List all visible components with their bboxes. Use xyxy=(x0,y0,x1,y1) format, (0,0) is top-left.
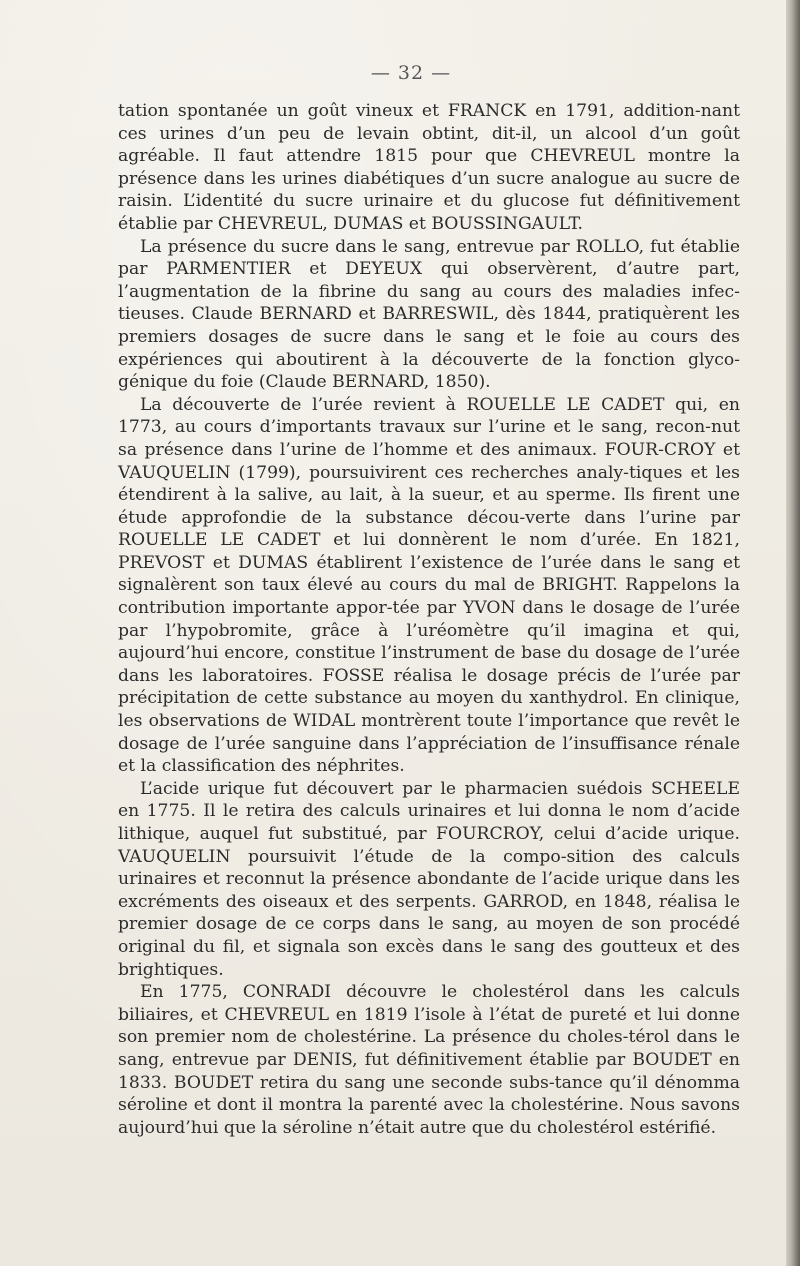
body-text xyxy=(118,100,740,1139)
page-number: — 32 — xyxy=(370,62,452,84)
paragraph-4: L’acide urique fut découvert par le pharmacien suédois SCHEELE en 1775. Il le retira des calculs urinaires et lui donna le nom d’acide lithique, auquel fut substitué, par FOURCROY, celui d’acide urique. VAUQUELIN poursuivit l’étude de la compo-sition des calculs urinaires et reconnut la présence abondante de l’acide urique dans les excréments des oiseaux et des serpents. GARROD, en 1848, réalisa le premier dosage de ce corps dans le sang, au moyen de son procédé original du fil, et signala son excès dans le sang des goutteux et des brightiques. xyxy=(118,778,740,980)
paragraph-3: La découverte de l’urée revient à ROUELLE LE CADET qui, en 1773, au cours d’importants travaux sur l’urine et le sang, recon-nut sa présence dans l’urine de l’homme et des animaux. FOUR-CROY et VAUQUELIN (1799), poursuivirent ces recherches analy-tiques et les étendirent à la salive, au lait, à la sueur, et au sperme. Ils firent une étude approfondie de la substance décou-verte dans l’urine par ROUELLE LE CADET et lui donnèrent le nom d’urée. En 1821, PREVOST et DUMAS établirent l’existence de l’urée dans le sang et signalèrent son taux élevé au cours du mal de BRIGHT. Rappelons la contribution importante appor-tée par YVON dans le dosage de l’urée par l’hypobromite, grâce à l’uréomètre qu’il imagina et qui, aujourd’hui encore, constitue l’instrument de base du dosage de l’urée dans les laboratoires. FOSSE réalisa le dosage précis de l’urée par précipitation de cette substance au moyen du xanthydrol. En clinique, les observations de WIDAL montrèrent toute l’importance que revêt le dosage de l’urée sanguine dans l’appréciation de l’insuffisance rénale et la classification des néphrites. xyxy=(118,394,740,777)
paragraph-1: tation spontanée un goût vineux et FRANCK en 1791, addition-nant ces urines d’un peu de levain obtint, dit-il, un alcool d’un goût agréable. Il faut attendre 1815 pour que CHEVREUL montre la présence dans les urines diabétiques d’un sucre analogue au sucre de raisin. L’identité du sucre urinaire et du glucose fut définitivement établie par CHEVREUL, DUMAS et BOUSSINGAULT. xyxy=(118,101,740,234)
page-edge xyxy=(786,0,800,1266)
paragraph-2: La présence du sucre dans le sang, entrevue par ROLLO, fut établie par PARMENTIER et DEYEUX qui observèrent, d’autre part, l’augmentation de la fibrine du sang au cours des maladies infec-tieuses. Claude BERNARD et BARRESWIL, dès 1844, pratiquèrent les premiers dosages de sucre dans le sang et le foie au cours des expériences qui aboutirent à la découverte de la fonction glyco-génique du foie (Claude BERNARD, 1850). xyxy=(118,236,740,393)
paragraph-5: En 1775, CONRADI découvre le cholestérol dans les calculs biliaires, et CHEVREUL en 1819 l’isole à l’état de pureté et lui donne son premier nom de cholestérine. La présence du choles-térol dans le sang, entrevue par DENIS, fut définitivement établie par BOUDET en 1833. BOUDET retira du sang une seconde subs-tance qu’il dénomma séroline et dont il montra la parenté avec la cholestérine. Nous savons aujourd’hui que la séroline n’était autre que du cholestérol estérifié. xyxy=(118,982,740,1138)
